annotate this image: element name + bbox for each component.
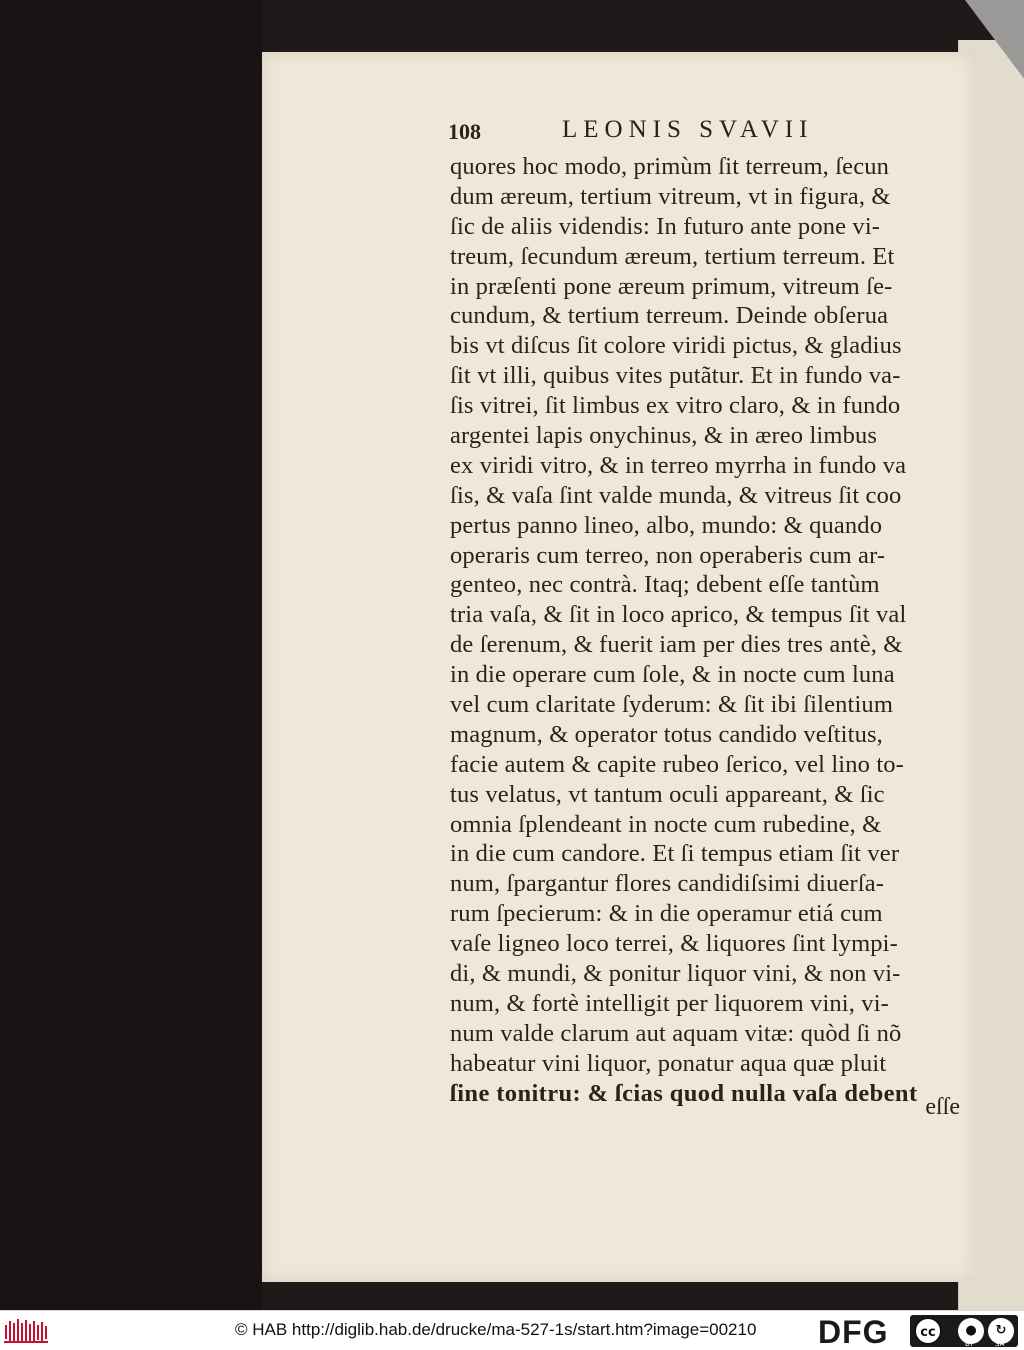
text-line: genteo, nec contrà. Itaq; debent eſſe tantùm xyxy=(450,571,880,599)
text-line: pertus panno lineo, albo, mundo: & quando xyxy=(450,511,883,539)
text-line: vel cum claritate ſyderum: & ſit ibi ſilentium xyxy=(450,691,894,719)
text-line: rum ſpecierum: & in die operamur etiá cum xyxy=(450,900,883,928)
text-line: treum, ſecundum æreum, tertium terreum. Et xyxy=(450,242,895,270)
text-line: facie autem & capite rubeo ſerico, vel lino to- xyxy=(450,750,904,778)
text-line: num valde clarum aut aquam vitæ: quòd ſi nõ xyxy=(450,1019,902,1047)
text-line: in die operare cum ſole, & in nocte cum luna xyxy=(450,661,895,689)
text-line: ſit vt illi, quibus vites putãtur. Et in fundo va- xyxy=(450,362,901,390)
text-line: omnia ſplendeant in nocte cum rubedine, & xyxy=(450,810,882,838)
text-line: ſis vitrei, ſit limbus ex vitro claro, & in fundo xyxy=(450,392,901,420)
page-number: 108 xyxy=(448,119,481,144)
page-text xyxy=(450,152,962,1109)
text-line: in præſenti pone æreum primum, vitreum ſe- xyxy=(450,272,893,300)
text-line: argentei lapis onychinus, & in æreo limbus xyxy=(450,422,878,450)
text-line: dum æreum, tertium vitreum, vt in figura, & xyxy=(450,182,891,210)
by-label: BY xyxy=(965,1340,974,1348)
text-line: quores hoc modo, primùm ſit terreum, ſecun xyxy=(450,153,890,180)
text-line: ſis, & vaſa ſint valde munda, & vitreus ſit coo xyxy=(450,481,902,509)
text-line: operaris cum terreo, non operaberis cum ar- xyxy=(450,541,886,569)
by-icon: ● xyxy=(958,1318,984,1344)
text-line: vaſe ligneo loco terrei, & liquores ſint lympi- xyxy=(450,930,898,958)
text-line: ex viridi vitro, & in terreo myrrha in fundo va xyxy=(450,451,907,479)
running-head: LEONIS SVAVII xyxy=(562,116,814,143)
cc-license-badge[interactable] xyxy=(910,1315,1018,1347)
catchword: eſſe xyxy=(925,1094,960,1120)
text-line: cundum, & tertium terreum. Deinde obſerua xyxy=(450,302,889,330)
cc-icon: cc xyxy=(914,1317,942,1345)
sa-label: SA xyxy=(995,1340,1005,1348)
footer-source-link[interactable]: © HAB http://diglib.hab.de/drucke/ma-527-1s/start.htm?image=00210 xyxy=(235,1320,757,1339)
text-line: num, & fortè intelligit per liquorem vini, vi- xyxy=(450,989,889,1017)
sa-icon: ↻ xyxy=(988,1318,1014,1344)
text-line: tus velatus, vt tantum oculi appareant, & ſic xyxy=(450,780,885,808)
text-line: ſic de aliis videndis: In futuro ante pone vi- xyxy=(450,212,881,240)
text-line: habeatur vini liquor, ponatur aqua quæ pluit xyxy=(450,1049,887,1077)
hab-logo-icon[interactable] xyxy=(4,1317,48,1345)
text-line: de ſerenum, & fuerit iam per dies tres antè, & xyxy=(450,631,903,659)
text-line: tria vaſa, & ſit in loco aprico, & tempus ſit val xyxy=(450,601,907,629)
footer-bar xyxy=(0,1310,1024,1350)
text-line: ſine tonitru: & ſcias quod nulla vaſa debent xyxy=(450,1079,918,1107)
text-line: num, ſpargantur flores candidiſsimi diuerſa- xyxy=(450,870,885,898)
text-line: di, & mundi, & ponitur liquor vini, & non vi- xyxy=(450,960,901,988)
dfg-logo: DFG xyxy=(818,1314,889,1350)
text-line: in die cum candore. Et ſi tempus etiam ſit ver xyxy=(450,840,900,868)
dark-background xyxy=(0,0,262,1310)
text-line: bis vt diſcus ſit colore viridi pictus, & gladius xyxy=(450,332,902,360)
text-line: magnum, & operator totus candido veſtitus, xyxy=(450,720,883,748)
